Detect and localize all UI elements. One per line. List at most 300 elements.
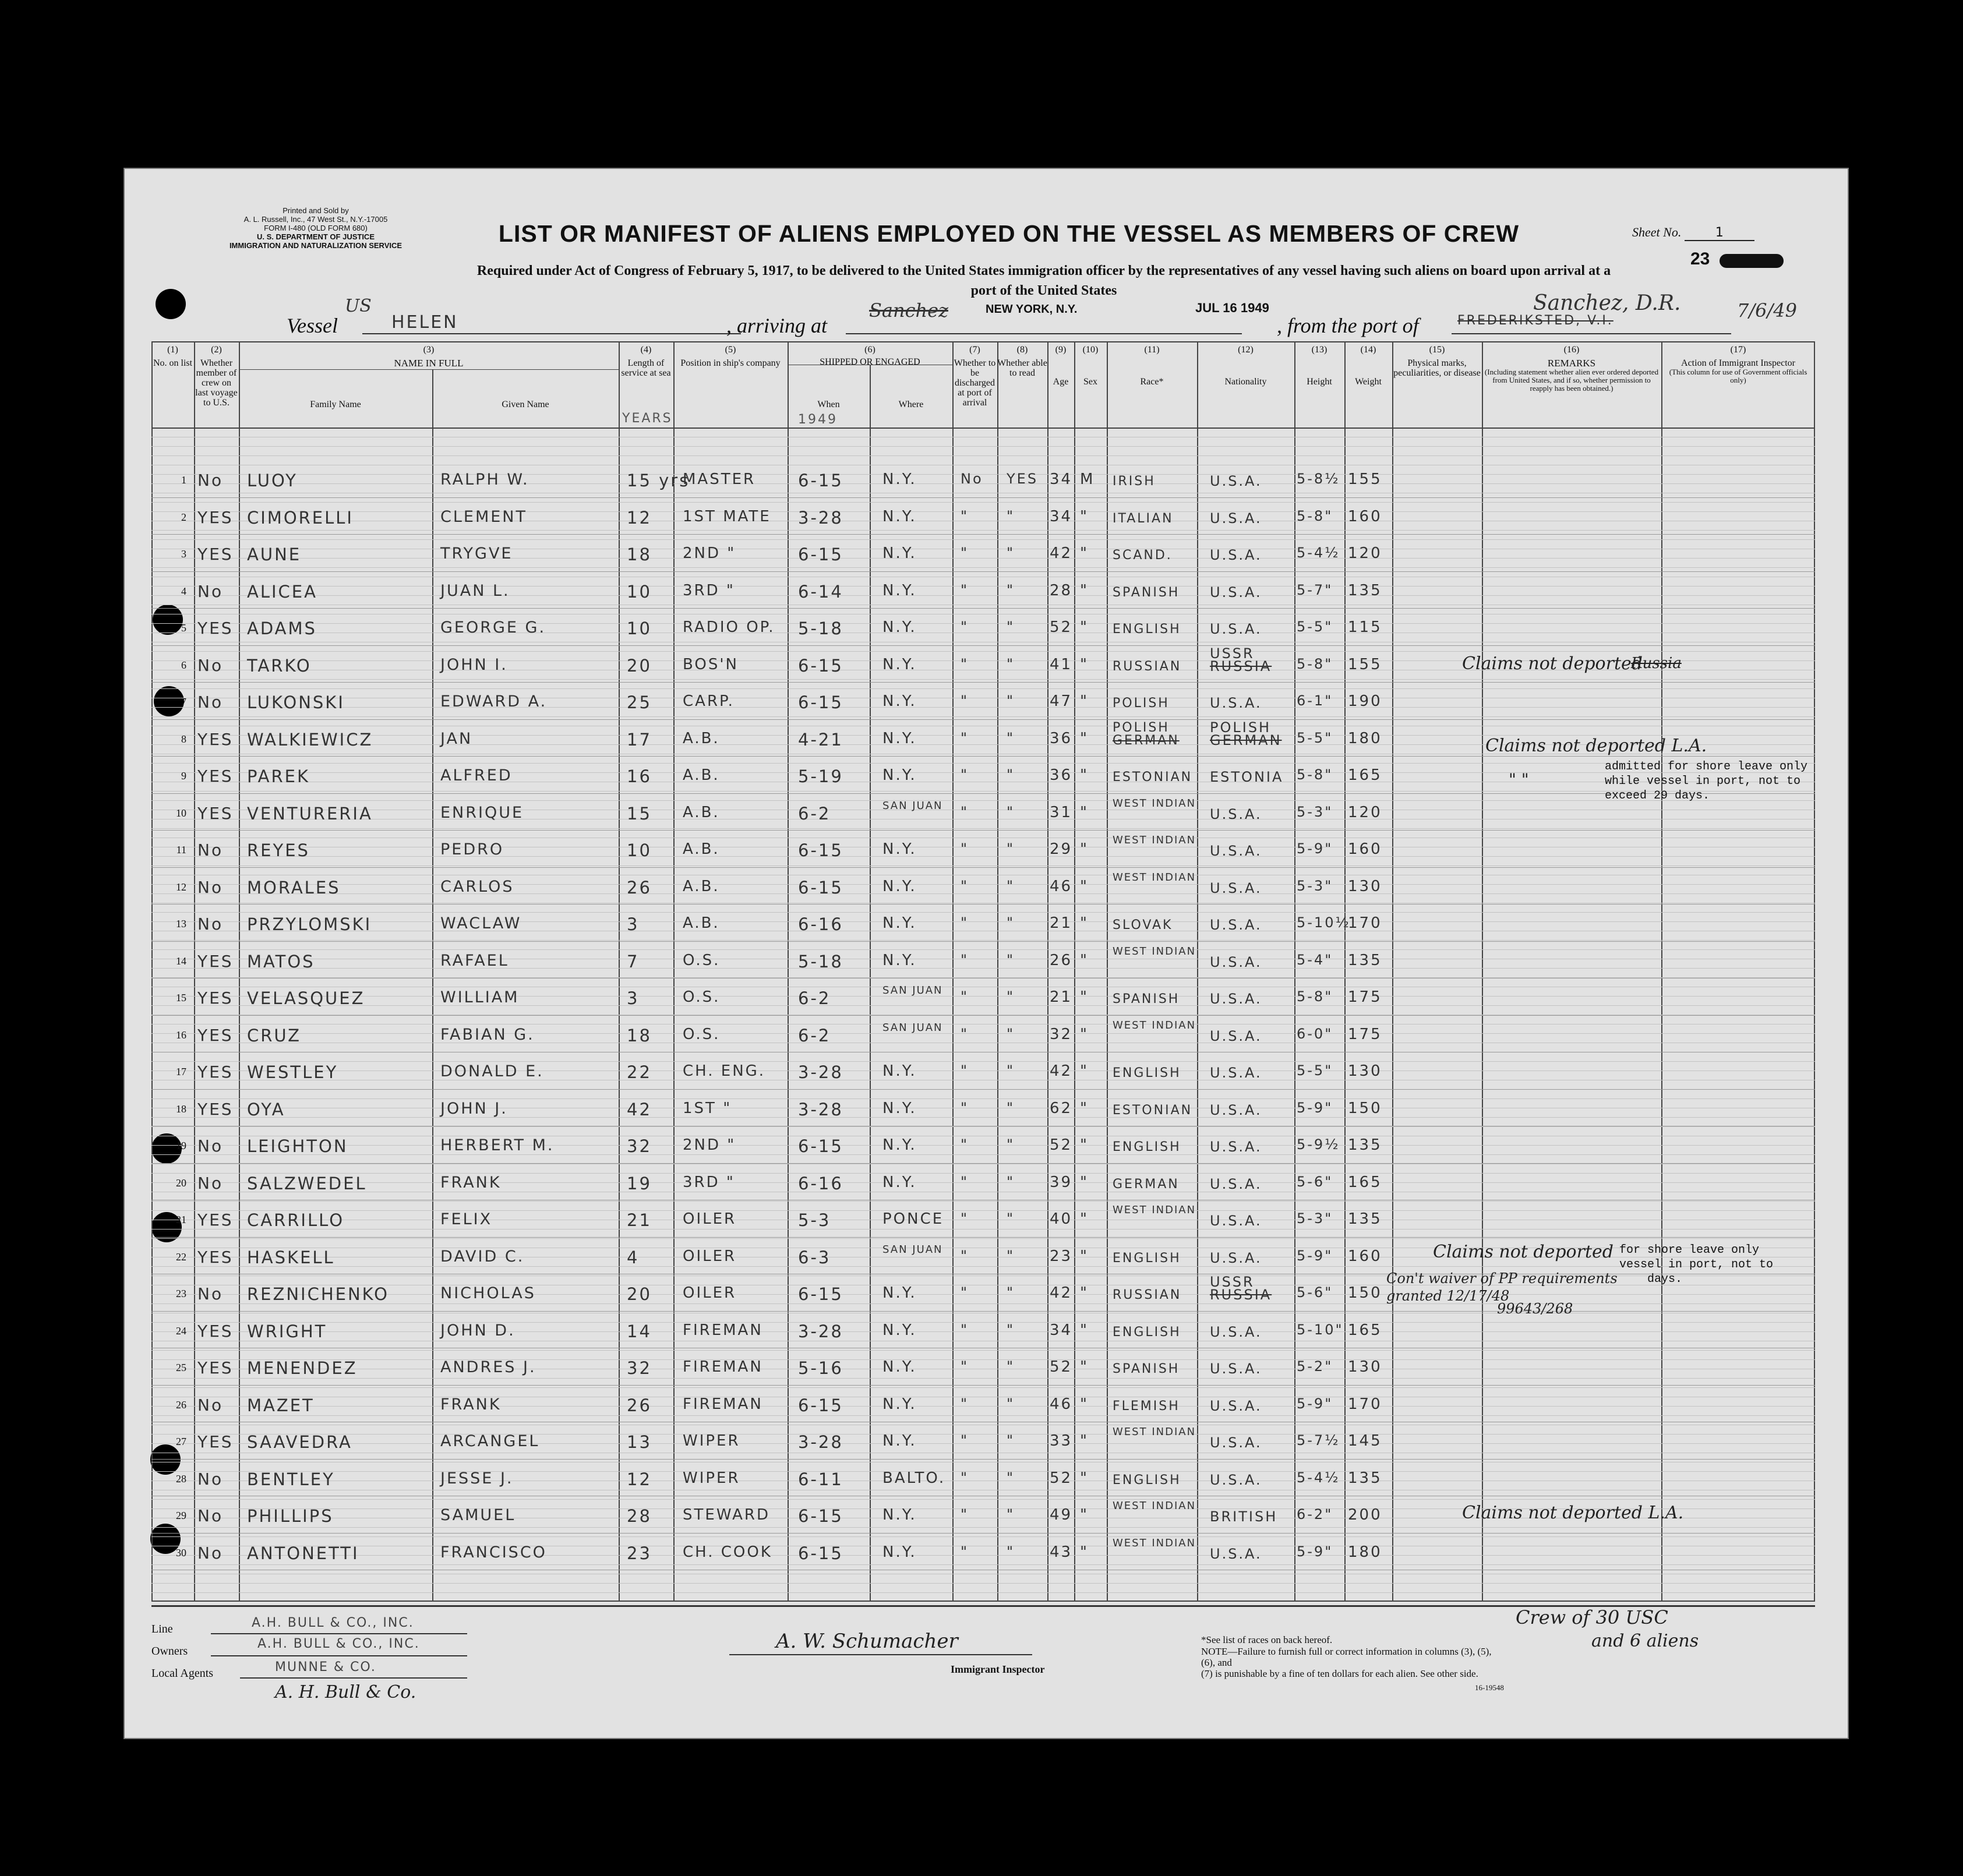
cell-disc: " <box>961 1321 969 1338</box>
cell-where: SAN JUAN <box>882 1021 943 1034</box>
department-name: U. S. DEPARTMENT OF JUSTICE <box>257 232 375 241</box>
stamp-number: 23 <box>1690 249 1710 268</box>
cell-where: SAN JUAN <box>882 799 943 812</box>
cell-age: 52 <box>1050 1469 1073 1487</box>
cell-height: 5-4½ <box>1297 545 1340 561</box>
column-header-c7: (7) Whether to be discharged at port of arrival <box>954 345 996 408</box>
local-agents-handwritten: A. H. Bull & Co. <box>275 1682 416 1702</box>
row-number: 1 <box>181 474 186 486</box>
from-port-handwritten: Sanchez, D.R. <box>1533 291 1681 315</box>
cell-family: SALZWEDEL <box>247 1173 367 1193</box>
cell-nationality-correction: USSR <box>1210 1274 1255 1290</box>
cell-sex: " <box>1080 1284 1089 1302</box>
ruling-line <box>151 1583 1815 1584</box>
cell-race: ENGLISH <box>1113 1140 1181 1154</box>
cell-sex: " <box>1080 1136 1089 1154</box>
vessel-name: HELEN <box>362 312 741 334</box>
cell-height: 5-7½ <box>1297 1432 1340 1448</box>
cell-age: 31 <box>1050 803 1073 821</box>
cell-read: " <box>1007 619 1015 635</box>
cell-race: ESTONIAN <box>1113 1103 1193 1118</box>
table-row <box>151 1174 1815 1211</box>
cell-disc: " <box>961 914 969 931</box>
cell-nat: U.S.A. <box>1210 1213 1262 1229</box>
vessel-prefix: US <box>345 296 372 316</box>
cell-when: 6-15 <box>798 545 843 564</box>
cell-disc: " <box>961 1062 969 1079</box>
cell-last: No <box>197 840 224 860</box>
cell-race: ENGLISH <box>1113 1066 1181 1080</box>
cell-family: HASKELL <box>247 1247 335 1267</box>
cell-race: WEST INDIAN <box>1113 945 1196 958</box>
cell-given: JAN <box>440 729 473 748</box>
cell-disc: " <box>961 1358 969 1375</box>
cell-disc: " <box>961 1136 969 1153</box>
cell-when: 3-28 <box>798 1099 843 1119</box>
cell-years: 26 <box>627 1395 652 1415</box>
cell-race: GERMAN <box>1113 733 1180 748</box>
row-number: 28 <box>176 1472 186 1485</box>
cell-height: 5-9" <box>1297 1247 1333 1264</box>
cell-sex: " <box>1080 729 1089 747</box>
cell-years: 26 <box>627 877 652 898</box>
form-title: LIST OR MANIFEST OF ALIENS EMPLOYED ON THE VESSEL AS MEMBERS OF CREW <box>498 220 1520 247</box>
cell-race: ITALIAN <box>1113 511 1174 526</box>
cell-given: FABIAN G. <box>440 1025 535 1044</box>
cell-when: 6-15 <box>798 1395 843 1415</box>
cell-read: " <box>1007 729 1015 746</box>
cell-last: No <box>197 1136 224 1156</box>
cell-where: N.Y. <box>882 1358 917 1376</box>
cell-height: 5-3" <box>1297 877 1333 894</box>
cell-where: PONCE <box>882 1210 944 1228</box>
cell-age: 36 <box>1050 729 1073 747</box>
when-header: When <box>817 400 840 409</box>
cell-years: 23 <box>627 1543 652 1563</box>
cell-when: 6-11 <box>798 1469 843 1489</box>
cell-weight: 160 <box>1348 507 1382 525</box>
cell-weight: 120 <box>1348 545 1382 562</box>
cell-age: 49 <box>1050 1506 1073 1524</box>
table-row <box>151 914 1815 952</box>
cell-given: DAVID C. <box>440 1247 525 1266</box>
table-row <box>151 766 1815 804</box>
cell-disc: " <box>961 951 969 968</box>
year-handwritten: 1949 <box>798 412 838 427</box>
cell-where: N.Y. <box>882 1136 917 1154</box>
cell-when: 5-3 <box>798 1210 831 1230</box>
cell-family: BENTLEY <box>247 1469 335 1489</box>
cell-pos: CARP. <box>683 693 735 710</box>
cell-years: 10 <box>627 840 652 860</box>
cell-weight: 135 <box>1348 1469 1382 1487</box>
cell-nat: U.S.A. <box>1210 1435 1262 1451</box>
cell-family: WALKIEWICZ <box>247 729 373 750</box>
cell-disc: " <box>961 507 969 524</box>
cell-last: YES <box>197 988 234 1008</box>
cell-last: YES <box>197 1025 234 1045</box>
cell-disc: No <box>961 471 983 487</box>
cell-where: N.Y. <box>882 877 917 895</box>
cell-years: 25 <box>627 693 652 712</box>
header-rule <box>151 428 1815 429</box>
cell-pos: A.B. <box>683 766 720 784</box>
cell-family: ANTONETTI <box>247 1543 359 1563</box>
cell-where: SAN JUAN <box>882 1243 943 1256</box>
cell-years: 15 yrs <box>627 471 690 490</box>
row-number: 17 <box>176 1066 186 1077</box>
fine-note-cont: (7) is punishable by a fine of ten dollars for each alien. See other side. <box>1201 1668 1478 1679</box>
cell-read: " <box>1007 545 1015 561</box>
cell-height: 5-9" <box>1297 1543 1333 1560</box>
cell-given: SAMUEL <box>440 1506 516 1524</box>
row-number: 26 <box>176 1398 186 1411</box>
table-row <box>151 1136 1815 1174</box>
cell-age: 34 <box>1050 1321 1073 1339</box>
form-code: 16-19548 <box>1475 1683 1504 1692</box>
cell-given: RAFAEL <box>440 951 509 970</box>
cell-weight: 160 <box>1348 840 1382 858</box>
cell-last: YES <box>197 545 234 564</box>
cell-disc: " <box>961 1025 969 1042</box>
cell-read: " <box>1007 951 1015 968</box>
local-agents-label: Local Agents <box>151 1667 214 1680</box>
cell-race: WEST INDIAN <box>1113 1536 1196 1549</box>
cell-years: 32 <box>627 1358 652 1378</box>
cell-race: SPANISH <box>1113 992 1180 1006</box>
cell-age: 46 <box>1050 877 1073 895</box>
cell-height: 6-0" <box>1297 1025 1333 1042</box>
cell-family: PHILLIPS <box>247 1506 334 1526</box>
cell-read: " <box>1007 1543 1015 1560</box>
row-number: 10 <box>176 807 186 819</box>
cell-weight: 130 <box>1348 877 1382 895</box>
cell-nat: U.S.A. <box>1210 510 1262 527</box>
cell-family: CARRILLO <box>247 1210 345 1230</box>
cell-race: GERMAN <box>1113 1177 1180 1192</box>
cell-height: 6-2" <box>1297 1506 1333 1522</box>
cell-read: " <box>1007 988 1015 1005</box>
where-header: Where <box>898 400 924 409</box>
subheader-rule <box>239 369 619 370</box>
cell-nat: U.S.A. <box>1210 1323 1262 1340</box>
cell-race: SPANISH <box>1113 1362 1180 1376</box>
cell-height: 5-8" <box>1297 988 1333 1005</box>
cell-family: LUOY <box>247 471 298 490</box>
cell-last: YES <box>197 1358 234 1377</box>
vessel-label: Vessel <box>287 314 338 337</box>
cell-disc: " <box>961 655 969 672</box>
row-number: 5 <box>181 622 186 634</box>
column-header-c3: (3) NAME IN FULL <box>394 345 464 369</box>
cell-weight: 135 <box>1348 951 1382 969</box>
cell-family: MENENDEZ <box>247 1358 358 1378</box>
cell-read: " <box>1007 693 1015 709</box>
row-number: 4 <box>181 585 186 597</box>
cell-read: " <box>1007 655 1015 672</box>
cell-family: VELASQUEZ <box>247 988 365 1008</box>
cell-nat: U.S.A. <box>1210 1065 1262 1081</box>
cell-pos: FIREMAN <box>683 1321 763 1339</box>
column-header-c16: (16) REMARKS (Including statement whether alien ever ordered deported from United States, and if so, whether permission to reapply has been obtained.) <box>1484 345 1659 393</box>
cell-disc: " <box>961 1469 969 1486</box>
cell-read: " <box>1007 914 1015 931</box>
cell-race: ENGLISH <box>1113 1472 1181 1488</box>
cell-last: YES <box>197 1062 234 1082</box>
row-number: 27 <box>176 1436 186 1447</box>
cell-given: JESSE J. <box>440 1469 514 1488</box>
cell-age: 29 <box>1050 840 1073 858</box>
cell-last: No <box>197 1284 224 1303</box>
cell-when: 3-28 <box>798 1321 843 1341</box>
cell-read: " <box>1007 1173 1015 1190</box>
sail-date: 7/6/49 <box>1737 299 1797 322</box>
cell-when: 6-15 <box>798 840 843 860</box>
cell-last: YES <box>197 1432 234 1451</box>
column-header-c6: (6) SHIPPED OR ENGAGED <box>820 345 920 367</box>
cell-sex: " <box>1080 507 1089 525</box>
table-row <box>151 1322 1815 1359</box>
cell-weight: 165 <box>1348 1321 1382 1339</box>
cell-nat: U.S.A. <box>1210 991 1262 1007</box>
cell-years: 10 <box>627 581 652 602</box>
cell-disc: " <box>961 693 969 709</box>
cell-last: No <box>197 471 224 490</box>
cell-race: ENGLISH <box>1113 1324 1181 1340</box>
cell-nat: U.S.A. <box>1210 917 1262 933</box>
cell-when: 5-18 <box>798 619 843 638</box>
family-name-header: Family Name <box>310 400 361 409</box>
cell-last: YES <box>197 729 234 749</box>
column-header-c1: (1) No. on list <box>153 345 193 368</box>
cell-disc: " <box>961 1506 969 1522</box>
inspector-signature: A. W. Schumacher <box>776 1630 958 1653</box>
cell-family: MORALES <box>247 877 341 898</box>
cell-nat: U.S.A. <box>1210 584 1262 600</box>
cell-given: FELIX <box>440 1210 493 1228</box>
table-row <box>151 619 1815 656</box>
cell-last: No <box>197 877 224 897</box>
cell-pos: RADIO OP. <box>683 619 775 636</box>
table-row <box>151 984 1815 1026</box>
cell-years: 17 <box>627 729 652 750</box>
column-header-c4: (4) Length of service at sea <box>621 345 671 378</box>
cell-race: ESTONIAN <box>1113 770 1193 785</box>
cell-weight: 150 <box>1348 1099 1382 1117</box>
cell-where: N.Y. <box>882 1321 917 1339</box>
from-port-label: , from the port of <box>1277 314 1419 337</box>
cell-read: " <box>1007 1025 1015 1042</box>
cell-given: DONALD E. <box>440 1062 544 1080</box>
cell-years: 4 <box>627 1247 640 1267</box>
cell-given: ANDRES J. <box>440 1358 536 1376</box>
cell-age: 52 <box>1050 1136 1073 1154</box>
cell-nat: U.S.A. <box>1210 1545 1262 1562</box>
cell-when: 6-15 <box>798 655 843 676</box>
cell-read: " <box>1007 1284 1015 1301</box>
cell-years: 15 <box>627 803 652 824</box>
cell-age: 41 <box>1050 655 1073 673</box>
cell-last: YES <box>197 507 234 527</box>
cell-weight: 130 <box>1348 1358 1382 1376</box>
table-row <box>151 1062 1815 1100</box>
cell-race: IRISH <box>1113 474 1156 489</box>
cell-last: YES <box>197 1099 234 1119</box>
cell-age: 26 <box>1050 951 1073 969</box>
cell-last: YES <box>197 1247 234 1267</box>
cell-family: TARKO <box>247 655 312 676</box>
cell-weight: 120 <box>1348 803 1382 821</box>
cell-height: 5-10" <box>1297 1321 1344 1338</box>
cell-disc: " <box>961 581 969 598</box>
cell-years: 12 <box>627 507 652 528</box>
cell-pos: STEWARD <box>683 1506 770 1524</box>
cell-where: N.Y. <box>882 1173 917 1191</box>
row-number: 2 <box>181 511 186 523</box>
cell-nat: U.S.A. <box>1210 695 1262 711</box>
ruling-line <box>151 446 1815 447</box>
row-number: 30 <box>176 1546 186 1559</box>
cell-family: OYA <box>247 1099 285 1119</box>
cell-height: 5-9" <box>1297 1395 1333 1412</box>
cell-when: 6-15 <box>798 1543 843 1563</box>
cell-given: NICHOLAS <box>440 1284 536 1302</box>
cell-family: PAREK <box>247 766 310 786</box>
cell-age: 21 <box>1050 914 1073 932</box>
cell-when: 6-15 <box>798 471 843 490</box>
cell-years: 22 <box>627 1062 652 1082</box>
cell-read: " <box>1007 1506 1015 1522</box>
cell-age: 47 <box>1050 693 1073 710</box>
table-row <box>151 545 1815 582</box>
cell-where: N.Y. <box>882 693 917 710</box>
cell-disc: " <box>961 1247 969 1264</box>
row-number: 18 <box>176 1103 186 1115</box>
cell-pos: WIPER <box>683 1469 740 1487</box>
cell-given: JOHN D. <box>440 1321 516 1340</box>
cell-given: CARLOS <box>440 877 514 896</box>
cell-read: " <box>1007 877 1015 894</box>
cell-nat: U.S.A. <box>1210 621 1262 637</box>
subtitle-line: Required under Act of Congress of February 5, 1917, to be delivered to the United States immigration officer by the representatives of any vessel having such aliens on board upon arrival at a <box>476 263 1611 278</box>
manifest-table <box>151 341 1815 1602</box>
ruling-line <box>151 1592 1815 1593</box>
cell-family: REZNICHENKO <box>247 1284 389 1304</box>
cell-disc: " <box>961 619 969 635</box>
cell-disc: " <box>961 1210 969 1227</box>
cell-pos: FIREMAN <box>683 1358 763 1376</box>
cell-nat: BRITISH <box>1210 1508 1278 1525</box>
cell-nat: U.S.A. <box>1210 1361 1262 1377</box>
table-row <box>151 834 1815 878</box>
service-name: IMMIGRATION AND NATURALIZATION SERVICE <box>229 241 403 250</box>
table-row <box>151 797 1815 841</box>
cell-when: 5-16 <box>798 1358 843 1378</box>
cell-nat: U.S.A. <box>1210 1139 1262 1155</box>
cell-age: 32 <box>1050 1025 1073 1043</box>
cell-when: 6-15 <box>798 877 843 898</box>
cell-race: RUSSIAN <box>1113 1288 1182 1302</box>
cell-where: N.Y. <box>882 1395 917 1413</box>
cell-age: 52 <box>1050 1358 1073 1376</box>
arrival-date-stamp: JUL 16 1949 <box>1195 301 1269 315</box>
row-number: 13 <box>176 918 186 930</box>
cell-when: 6-2 <box>798 988 831 1008</box>
cell-height: 5-2" <box>1297 1358 1333 1375</box>
cell-weight: 165 <box>1348 1173 1382 1191</box>
cell-height: 5-8" <box>1297 507 1333 524</box>
cell-sex: " <box>1080 1247 1089 1265</box>
cell-read: " <box>1007 840 1015 857</box>
row-number: 12 <box>176 881 186 893</box>
cell-nat: RUSSIA <box>1210 658 1272 674</box>
row-number: 3 <box>181 548 186 560</box>
column-header-c13: (13) Height <box>1307 345 1332 387</box>
cell-nat: U.S.A. <box>1210 1249 1262 1266</box>
cell-age: 43 <box>1050 1543 1073 1561</box>
cell-pos: OILER <box>683 1247 737 1265</box>
cell-race: SCAND. <box>1113 548 1173 563</box>
cell-disc: " <box>961 729 969 746</box>
cell-nat: GERMAN <box>1210 732 1282 748</box>
cell-sex: " <box>1080 1358 1089 1376</box>
row-number: 25 <box>176 1362 186 1373</box>
cell-sex: " <box>1080 693 1089 710</box>
cell-years: 18 <box>627 545 652 564</box>
cell-years: 3 <box>627 988 640 1008</box>
cell-race: WEST INDIAN <box>1113 834 1196 846</box>
local-agents-value: MUNNE & CO. <box>275 1660 376 1674</box>
cell-read: " <box>1007 1210 1015 1227</box>
cell-where: SAN JUAN <box>882 984 943 997</box>
cell-last: No <box>197 693 224 712</box>
cell-nat: U.S.A. <box>1210 879 1262 896</box>
cell-age: 39 <box>1050 1173 1073 1191</box>
cell-when: 6-15 <box>798 1506 843 1526</box>
cell-sex: " <box>1080 1506 1089 1524</box>
cell-pos: BOS'N <box>683 655 739 673</box>
cell-race: WEST INDIAN <box>1113 797 1196 810</box>
cell-when: 5-19 <box>798 766 843 786</box>
cell-where: N.Y. <box>882 1284 917 1302</box>
table-row <box>151 508 1815 545</box>
cell-given: ENRIQUE <box>440 803 524 822</box>
cell-weight: 165 <box>1348 766 1382 784</box>
remark-claims-not-deported: Claims not deported <box>1433 1241 1614 1262</box>
table-row <box>151 1536 1815 1581</box>
cell-years: 20 <box>627 655 652 676</box>
cell-height: 5-9" <box>1297 840 1333 857</box>
cell-family: CIMORELLI <box>247 507 354 528</box>
cell-height: 5-3" <box>1297 803 1333 820</box>
cell-pos: A.B. <box>683 877 720 895</box>
cell-nat: U.S.A. <box>1210 1101 1262 1118</box>
cell-sex: " <box>1080 545 1089 562</box>
cell-read: " <box>1007 803 1015 820</box>
cell-years: 19 <box>627 1173 652 1193</box>
cell-age: 34 <box>1050 471 1073 488</box>
cell-age: 23 <box>1050 1247 1073 1265</box>
cell-years: 3 <box>627 914 640 934</box>
cell-sex: " <box>1080 1173 1089 1191</box>
cell-nat: ESTONIA <box>1210 769 1284 785</box>
cell-when: 6-15 <box>798 1284 843 1304</box>
cell-where: N.Y. <box>882 729 917 747</box>
remark-file-number: 99643/268 <box>1497 1301 1573 1317</box>
cell-when: 6-2 <box>798 803 831 824</box>
crew-note-cont: and 6 aliens <box>1591 1631 1699 1651</box>
cell-nat: U.S.A. <box>1210 1175 1262 1192</box>
